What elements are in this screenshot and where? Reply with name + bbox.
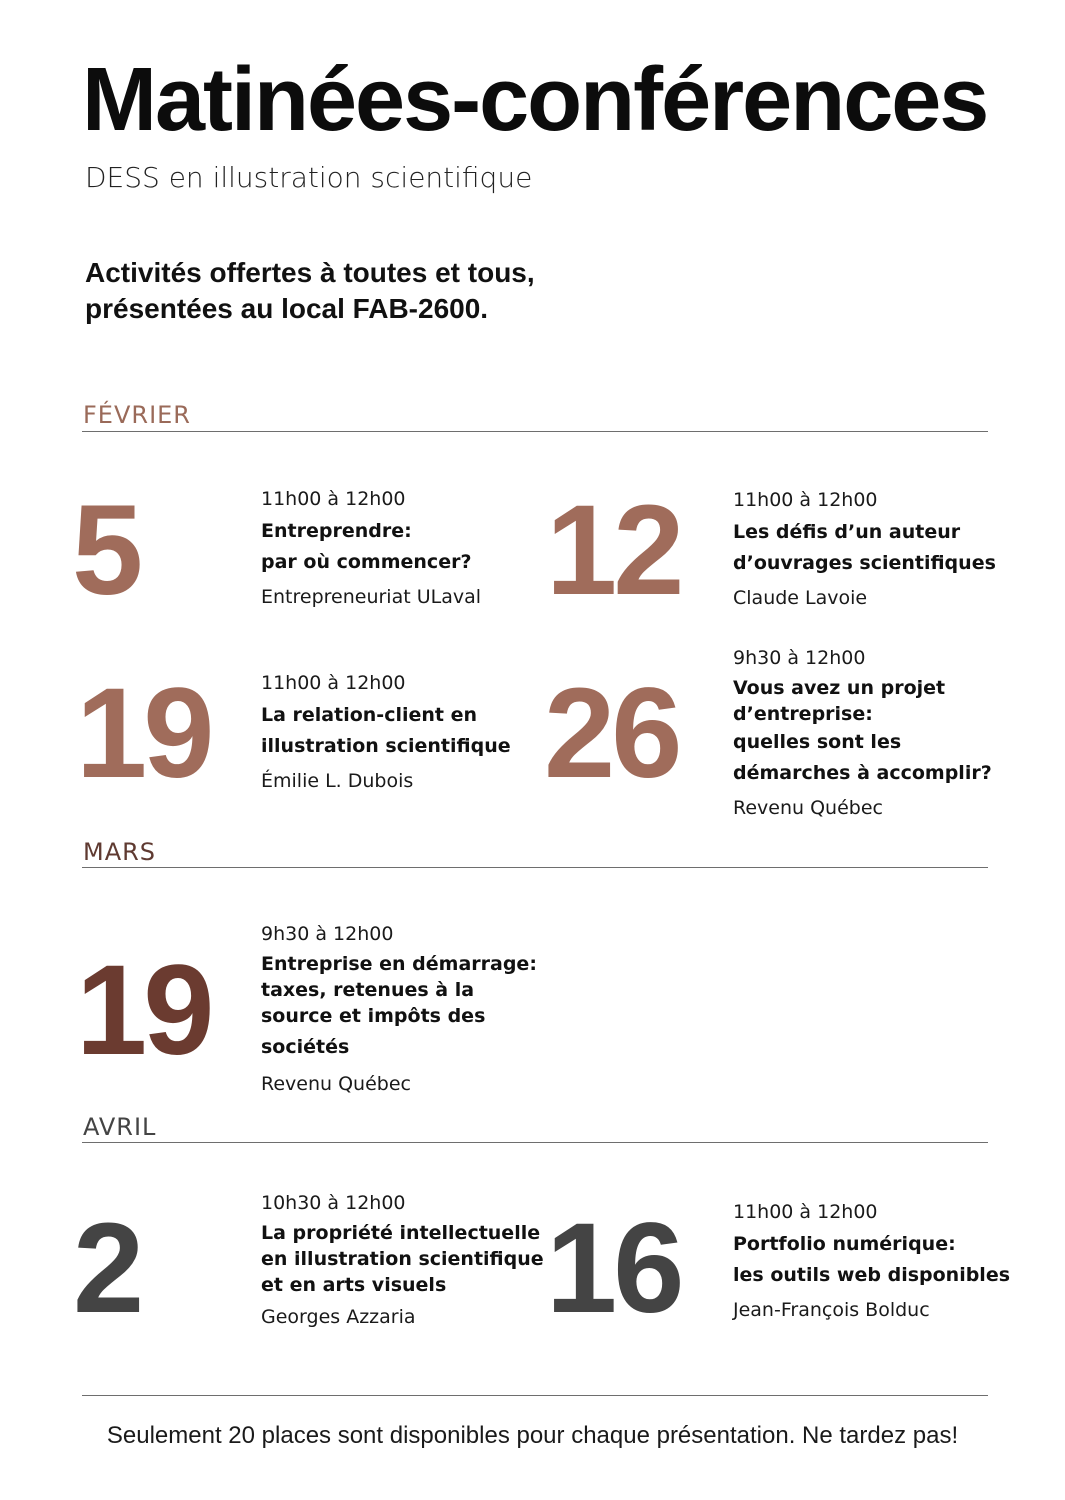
event-time: 10h30 à 12h00 [261,1192,406,1214]
event-time: 9h30 à 12h00 [733,647,866,669]
event-day: 12 [546,479,681,622]
event-title-line: d’ouvrages scientifiques [733,552,996,574]
event-time: 11h00 à 12h00 [733,489,878,511]
event-title-line: en illustration scientifique [261,1248,544,1270]
event-title-line: Entreprise en démarrage: [261,953,537,975]
event-speaker: Jean-François Bolduc [733,1299,930,1321]
event-title-line: La propriété intellectuelle [261,1222,541,1244]
event-day: 2 [73,1197,141,1340]
event-details [261,1191,544,1330]
month-label-mars: MARS [83,838,157,866]
event-speaker: Revenu Québec [733,797,883,819]
event-title-line: illustration scientifique [261,735,511,757]
event-time: 11h00 à 12h00 [261,488,406,510]
month-label-fevrier: FÉVRIER [83,401,191,429]
event-speaker: Revenu Québec [261,1073,411,1095]
month-label-avril: AVRIL [83,1113,157,1141]
page-title: Matinées-conférences [82,50,988,150]
month-divider [82,1142,988,1143]
event-title-line: Entreprendre: [261,520,412,542]
event-title-line: quelles sont les [733,731,902,753]
event-title-line: démarches à accomplir? [733,762,992,784]
event-title-line: les outils web disponibles [733,1264,1011,1286]
footer-note: Seulement 20 places sont disponibles pour chaque présentation. Ne tardez pas! [106,1422,959,1449]
event-title-line: Les défis d’un auteur [733,521,961,543]
intro-text [85,255,535,327]
event-details [733,646,1013,821]
intro-line: présentées au local FAB-2600. [85,293,489,324]
event-day: 19 [76,939,211,1082]
event-details [261,671,541,794]
event-details [261,922,541,1097]
event-title-line: par où commencer? [261,551,472,573]
event-time: 9h30 à 12h00 [261,923,394,945]
event-details [733,1200,1013,1323]
event-title-line: source et impôts des [261,1005,486,1027]
event-time: 11h00 à 12h00 [261,672,406,694]
event-title-line: d’entreprise: [733,703,873,725]
event-speaker: Georges Azzaria [261,1306,416,1328]
event-day: 19 [76,662,211,805]
event-title-line: La relation-client en [261,704,478,726]
event-title-line: sociétés [261,1036,350,1058]
page-subtitle: DESS en illustration scientifique [85,161,533,194]
event-day: 5 [72,479,140,622]
event-title-line: Vous avez un projet [733,677,946,699]
event-speaker: Entrepreneuriat ULaval [261,586,482,608]
event-day: 16 [546,1197,681,1340]
event-title-line: et en arts visuels [261,1274,447,1296]
month-divider [82,431,988,432]
footer-divider [82,1395,988,1396]
month-divider [82,867,988,868]
event-title-line: taxes, retenues à la [261,979,475,1001]
event-speaker: Émilie L. Dubois [261,770,414,792]
intro-line: Activités offertes à toutes et tous, [85,257,535,288]
event-title-line: Portfolio numérique: [733,1233,956,1255]
event-speaker: Claude Lavoie [733,587,868,609]
event-day: 26 [544,662,679,805]
event-details [733,488,1013,611]
event-details [261,487,541,610]
event-time: 11h00 à 12h00 [733,1201,878,1223]
